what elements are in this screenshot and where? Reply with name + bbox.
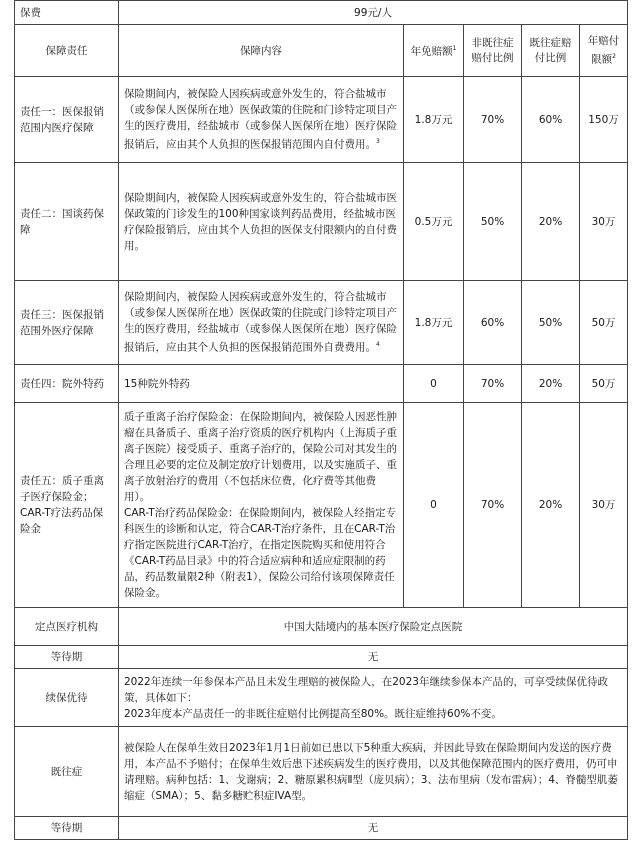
renewal-label: 续保优待 [15, 669, 119, 727]
waiting-period-value: 无 [119, 817, 628, 840]
row-responsibility-name: 责任三：医保报销范围外医疗保障 [15, 281, 119, 365]
row-responsibility-name: 责任二：国谈药保障 [15, 163, 119, 281]
waiting-period-row [15, 646, 628, 669]
header-responsibility: 保障责任 [15, 25, 119, 77]
row-preexisting-ratio: 50% [522, 281, 580, 365]
header-row [15, 25, 628, 77]
coverage-row-2 [15, 163, 628, 281]
header-preexisting-ratio: 既往症赔付比例 [522, 25, 580, 77]
row-non-preexisting-ratio: 60% [464, 281, 522, 365]
header-limit: 年赔付限额$^2$ [580, 25, 628, 77]
preexisting-row [15, 727, 628, 817]
row-preexisting-ratio: 20% [522, 403, 580, 608]
row-deductible: 0.5万元 [404, 163, 464, 281]
row-preexisting-ratio: 20% [522, 163, 580, 281]
row-content: 保险期间内，被保险人因疾病或意外发生的，符合盐城市医保政策的门诊发生的100种国家谈判药品费用，经盐城市医疗保险报销后，应由其个人负担的医保支付限额内的自付费用。 [119, 163, 404, 281]
row-limit: 30万 [580, 403, 628, 608]
insurance-table [14, 0, 628, 840]
waiting-period-label: 等待期 [15, 646, 119, 669]
designated-label: 定点医疗机构 [15, 608, 119, 646]
row-deductible: 0 [404, 403, 464, 608]
row-content: 15种院外特药 [119, 365, 404, 403]
designated-row [15, 608, 628, 646]
header-non-preexisting-ratio: 非既往症赔付比例 [464, 25, 522, 77]
row-responsibility-name: 责任四：院外特药 [15, 365, 119, 403]
renewal-value: 2022年连续一年参保本产品且未发生理赔的被保险人，在2023年继续参保本产品的，可享受续保优待政策，具体如下： 2023年度本产品责任一的非既往症赔付比例提高至80%。既往症维持60%不变。 [119, 669, 628, 727]
row-limit: 150万 [580, 77, 628, 163]
waiting-period-label: 等待期 [15, 817, 119, 840]
coverage-row-1 [15, 77, 628, 163]
row-deductible: 1.8万元 [404, 77, 464, 163]
row-content: 质子重离子治疗保险金：在保险期间内，被保险人因恶性肿瘤在具备质子、重离子治疗资质的医疗机构内（上海质子重离子医院）接受质子、重离子治疗的，保险公司对其发生的合理且必要的定位及制定放疗计划费用，以及实施质子、重离子放射治疗的费用（不包括床位费，化疗费等其他费用）。 CAR-T治疗药品保险金：在保险期间内，被保险人经指定专科医生的诊断和认定，符合CAR-T治疗条件，且在CAR-T治疗指定医院进行CAR-T治疗，在指定医院购买和使用符合《CAR-T药品目录》中的符合适应病种和适应症限制的药品，药品数量限2种（附表1），保险公司给付该项保障责任保险金。 [119, 403, 404, 608]
fee-label: 保费 [15, 1, 119, 25]
preexisting-value: 被保险人在保单生效日2023年1月1日前如已患以下5种重大疾病，并因此导致在保险期间内发送的医疗费用，本产品不予赔付；在保单生效后患下述疾病发生的医疗费用，以及其他保障范围内的医疗费用，仍可申请理赔。病种包括：1、戈谢病；2、糖原累积病Ⅱ型（庞贝病）；3、法布里病（发布雷病）；4、脊髓型肌萎缩症（SMA）；5、黏多糖贮积症IVA型。 [119, 727, 628, 817]
row-limit: 50万 [580, 365, 628, 403]
coverage-row-3 [15, 281, 628, 365]
coverage-row-5 [15, 403, 628, 608]
row-deductible: 1.8万元 [404, 281, 464, 365]
row-responsibility-name: 责任一：医保报销范围内医疗保障 [15, 77, 119, 163]
fee-row [15, 1, 628, 25]
waiting-period-value: 无 [119, 646, 628, 669]
row-responsibility-name: 责任五：质子重离子医疗保险金；CAR-T疗法药品保险金 [15, 403, 119, 608]
row-deductible: 0 [404, 365, 464, 403]
row-content: 保险期间内，被保险人因疾病或意外发生的，符合盐城市（或参保人医保所在地）医保政策的住院和门诊特定项目产生的医疗费用，经盐城市（或参保人医保所在地）医疗保险报销后，应由其个人负担的医保报销范围内自付费用。$^3$ [119, 77, 404, 163]
header-content: 保障内容 [119, 25, 404, 77]
row-preexisting-ratio: 20% [522, 365, 580, 403]
row-preexisting-ratio: 60% [522, 77, 580, 163]
row-non-preexisting-ratio: 70% [464, 403, 522, 608]
renewal-row [15, 669, 628, 727]
row-limit: 50万 [580, 281, 628, 365]
waiting-period-row-2 [15, 817, 628, 840]
designated-value: 中国大陆境内的基本医疗保险定点医院 [119, 608, 628, 646]
fee-value: 99元/人 [119, 1, 628, 25]
row-limit: 30万 [580, 163, 628, 281]
row-non-preexisting-ratio: 70% [464, 77, 522, 163]
coverage-row-4 [15, 365, 628, 403]
row-non-preexisting-ratio: 70% [464, 365, 522, 403]
header-deductible: 年免赔额$^1$ [404, 25, 464, 77]
row-non-preexisting-ratio: 50% [464, 163, 522, 281]
preexisting-label: 既往症 [15, 727, 119, 817]
row-content: 保险期间内，被保险人因疾病或意外发生的，符合盐城市（或参保人医保所在地）医保政策的住院或门诊特定项目产生的医疗费用，经盐城市（或参保人医保所在地）医疗保险报销后，应由其个人负担的医保报销范围外自费费用。$^4$ [119, 281, 404, 365]
